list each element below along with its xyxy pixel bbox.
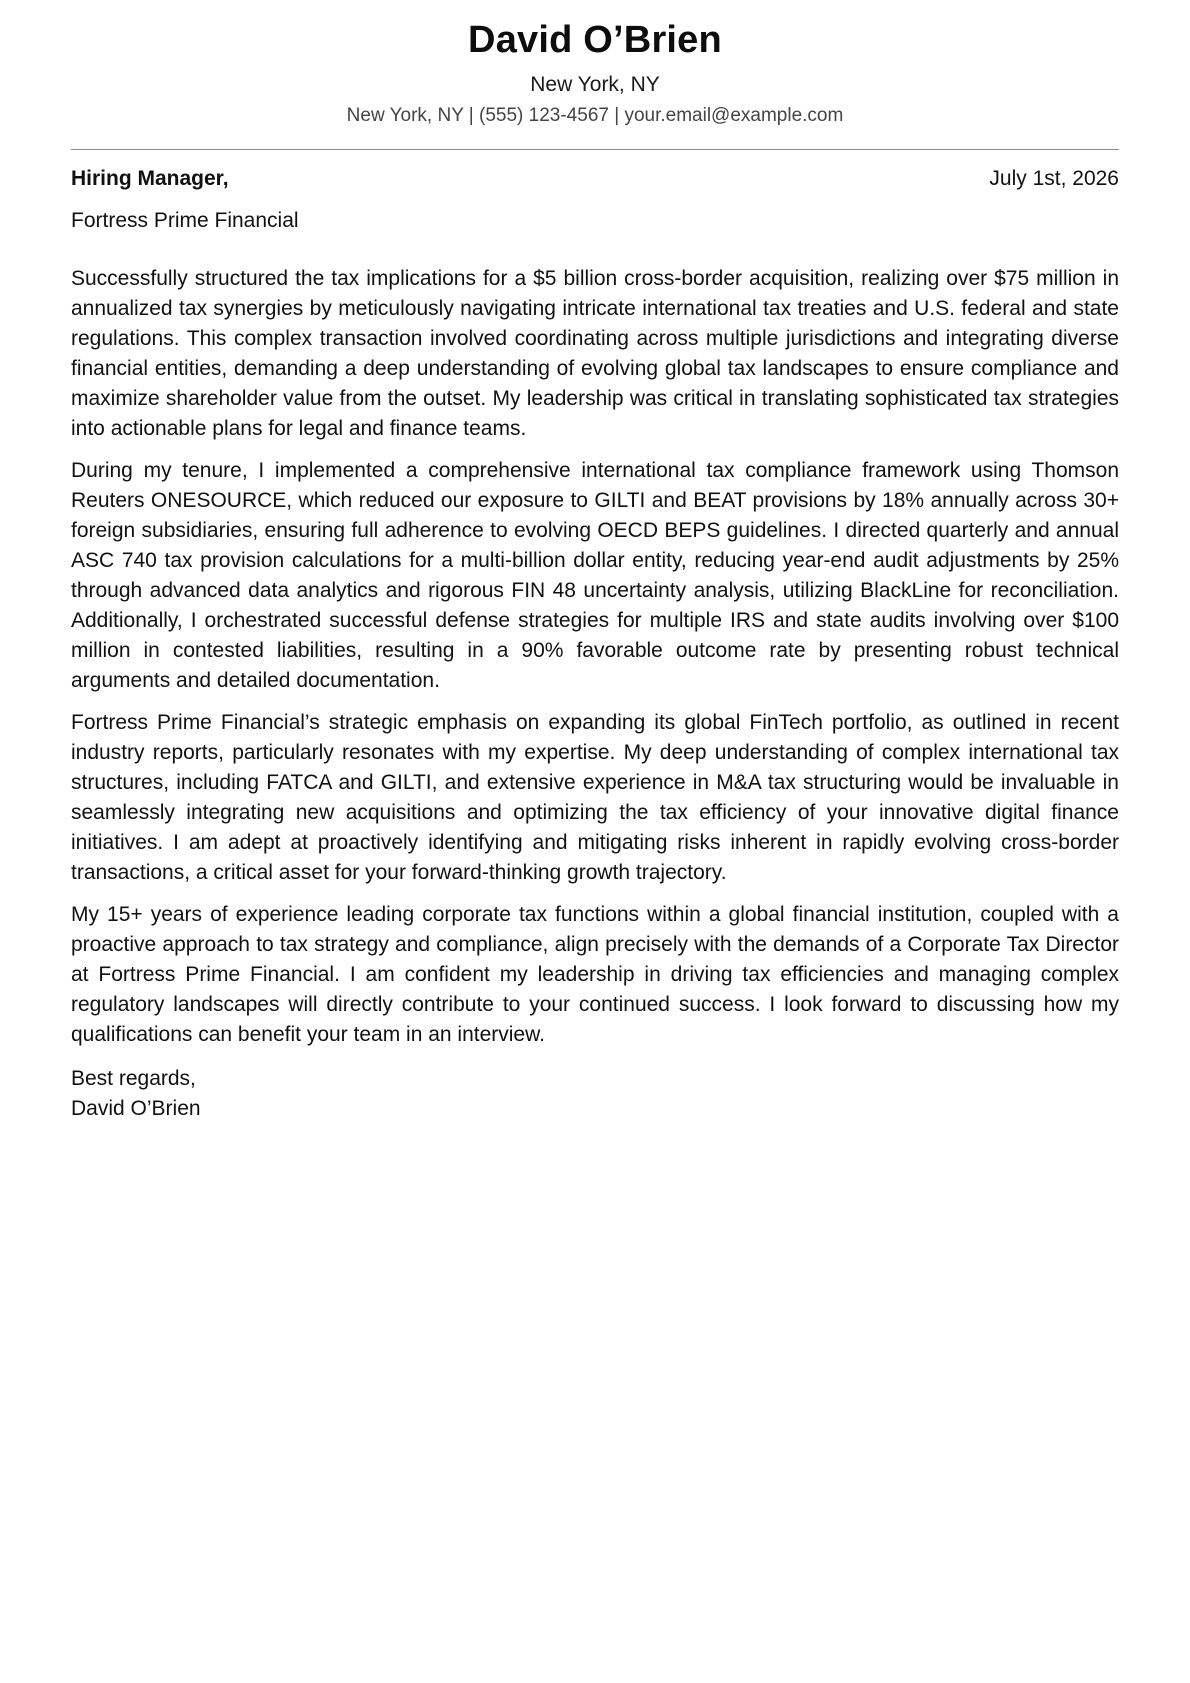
recipient-date-row — [71, 166, 1119, 192]
applicant-location: New York, NY — [530, 73, 660, 96]
body-paragraph-3: Fortress Prime Financial’s strategic emphasis on expanding its global FinTech portfolio, as outlined in recent industry reports, particularly resonates with my expertise. My deep understanding of complex international tax structures, including FATCA and GILTI, and extensive experience in M&A tax structuring would be invaluable in seamlessly integrating new acquisitions and optimizing the tax efficiency of your innovative digital finance initiatives. I am adept at proactively identifying and mitigating risks inherent in rapidly evolving cross-border transactions, a critical asset for your forward-thinking growth trajectory. — [71, 711, 1119, 884]
body-paragraph-2: During my tenure, I implemented a comprehensive international tax compliance framework using Thomson Reuters ONESOURCE, which reduced our exposure to GILTI and BEAT provisions by 18% annually across 30+ foreign subsidiaries, ensuring full adherence to evolving OECD BEPS guidelines. I directed quarterly and annual ASC 740 tax provision calculations for a multi-billion dollar entity, reducing year-end audit adjustments by 25% through advanced data analytics and rigorous FIN 48 uncertainty analysis, utilizing BlackLine for reconciliation. Additionally, I orchestrated successful defense strategies for multiple IRS and state audits involving over $100 million in contested liabilities, resulting in a 90% favorable outcome rate by presenting robust technical arguments and detailed documentation. — [71, 459, 1119, 692]
signature-name: David O’Brien — [71, 1097, 201, 1120]
recipient-salutation: Hiring Manager, — [71, 167, 229, 190]
closing-phrase: Best regards, — [71, 1067, 196, 1090]
letter-closing — [71, 1064, 1119, 1124]
letter-header — [71, 0, 1119, 128]
letter-date: July 1st, 2026 — [989, 167, 1119, 190]
body-paragraph-4: My 15+ years of experience leading corporate tax functions within a global financial institution, coupled with a proactive approach to tax strategy and compliance, align precisely with the demands of a Corporate Tax Director at Fortress Prime Financial. I am confident my leadership in driving tax efficiencies and managing complex regulatory landscapes will directly contribute to your continued success. I look forward to discussing how my qualifications can benefit your team in an interview. — [71, 903, 1119, 1046]
header-divider — [71, 149, 1119, 150]
body-paragraph-1: Successfully structured the tax implications for a $5 billion cross-border acquisition, realizing over $75 million in annualized tax synergies by meticulously navigating intricate international tax treaties and U.S. federal and state regulations. This complex transaction involved coordinating across multiple jurisdictions and integrating diverse financial entities, demanding a deep understanding of evolving global tax landscapes to ensure compliance and maximize shareholder value from the outset. My leadership was critical in translating sophisticated tax strategies into actionable plans for legal and finance teams. — [71, 267, 1119, 440]
contact-line: New York, NY | (555) 123-4567 | your.email@example.com — [346, 105, 844, 126]
recipient-company: Fortress Prime Financial — [71, 209, 299, 232]
letter-body — [71, 264, 1119, 1050]
applicant-name: David O’Brien — [468, 19, 722, 61]
